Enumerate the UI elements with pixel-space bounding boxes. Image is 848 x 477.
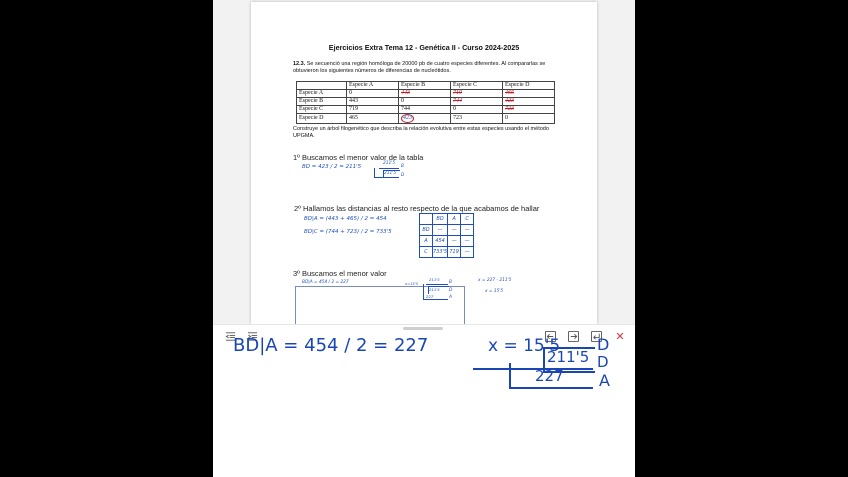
mini-cell: 733'5 — [433, 247, 448, 258]
zoom-left-fragment: BD|A = 454 / 2 = 227 — [233, 335, 429, 356]
zoom-branch-a — [511, 387, 593, 389]
mini-cell: — — [433, 225, 448, 236]
mini-cell: 454 — [433, 236, 448, 247]
mini-cell: — — [461, 236, 474, 247]
table-cell — [399, 114, 451, 124]
tree2-low-value: 227 — [426, 294, 434, 299]
struck-value: 744 — [453, 98, 462, 104]
table-row — [297, 106, 555, 114]
problem-text: Se secuenció una región homóloga de 20000 pb de cuatro especies diferentes. Al compararlas se obtuvieron los siguientes números de diferencias de nucleótidos. — [293, 61, 546, 74]
tree2-x-label: x=15'5 — [405, 282, 418, 286]
tree2-branch-b — [426, 284, 448, 285]
handwritten-eq-1: BD = 423 / 2 = 211'5 — [302, 164, 362, 170]
mini-cell: BD — [433, 214, 448, 225]
problem-statement — [293, 61, 558, 75]
table-header-row — [297, 82, 555, 90]
note-x-result: x = 15'5 — [485, 289, 504, 294]
row-label: Especie B — [297, 98, 347, 106]
struck-value: 719 — [453, 90, 462, 96]
table-cell: 465 — [347, 114, 399, 124]
table-row — [297, 98, 555, 106]
distance-table — [296, 81, 555, 124]
table-header-cell — [297, 82, 347, 90]
struck-value: 443 — [401, 90, 410, 96]
redo-arrow-icon[interactable] — [566, 330, 580, 342]
mini-cell: A — [448, 214, 461, 225]
tree1-mid-value: 211'5 — [384, 171, 397, 176]
zoom-root-node — [509, 363, 515, 389]
tree1-branch-d — [374, 177, 399, 178]
row-label: Especie A — [297, 90, 347, 98]
table-cell — [399, 90, 451, 98]
mini-header-row — [420, 214, 474, 225]
table-cell: 719 — [347, 106, 399, 114]
table-cell: 0 — [503, 114, 555, 124]
table-row — [297, 114, 555, 124]
zoom-mid-value: 211'5 — [547, 348, 590, 366]
row-label: Especie C — [297, 106, 347, 114]
document-title: Ejercicios Extra Tema 12 - Genética II - Curso 2024-2025 — [328, 43, 520, 52]
table-cell — [503, 98, 555, 106]
tree2-mid-value: 211'5 — [429, 287, 440, 292]
close-icon[interactable]: ✕ — [615, 330, 625, 343]
table-cell: 0 — [451, 106, 503, 114]
zoom-branch-line — [473, 368, 593, 370]
mini-cell: — — [448, 236, 461, 247]
zoom-writing-area[interactable] — [213, 335, 635, 477]
tree2-label-b: B — [449, 280, 452, 285]
step-3-heading: 3º Buscamos el menor valor — [293, 269, 387, 278]
app-screen — [213, 0, 635, 477]
mini-cell: C — [461, 214, 474, 225]
note-x-formula: x = 227 - 211'5 — [478, 278, 512, 283]
struck-value: 423 — [505, 98, 514, 104]
mini-row — [420, 236, 474, 247]
handwritten-eq-2a: BD|A = (443 + 465) / 2 = 454 — [304, 216, 387, 222]
tree1-label-b: B — [401, 164, 404, 169]
mini-cell: 719 — [448, 247, 461, 258]
tree1-top-value: 211'5 — [383, 161, 396, 166]
drag-handle[interactable] — [403, 327, 443, 330]
table-row — [297, 90, 555, 98]
mini-cell: — — [448, 225, 461, 236]
table-header-cell: Especie A — [347, 82, 399, 90]
step-1-heading: 1º Buscamos el menor valor de la tabla — [293, 153, 424, 162]
handwritten-eq-2b: BD|C = (744 + 723) / 2 = 733'5 — [304, 229, 392, 235]
tree2-label-a: A — [449, 295, 452, 300]
handwritten-eq-3: BD|A = 454 / 2 = 227 — [302, 280, 349, 285]
mini-cell: BD — [420, 225, 433, 236]
tree1-branch-b — [379, 168, 399, 169]
zoom-a-label: A — [599, 371, 610, 390]
tree2-top-value: 211'5 — [429, 277, 440, 282]
table-cell: 0 — [347, 90, 399, 98]
table-header-cell: Especie D — [503, 82, 555, 90]
tree2-label-d: D — [449, 288, 453, 293]
document-page — [251, 2, 597, 324]
zoom-d-top: D — [597, 335, 610, 354]
question-text: Construye un árbol filogenético que describa la relación evolutiva entre estas especies usando el método UPGMA. — [293, 126, 549, 139]
struck-value: 465 — [505, 90, 514, 96]
mini-cell — [420, 214, 433, 225]
table-cell — [451, 98, 503, 106]
struck-value: 723 — [505, 106, 514, 112]
mini-row — [420, 247, 474, 258]
mini-row — [420, 225, 474, 236]
row-label: Especie D — [297, 114, 347, 124]
circled-min-value: 423 — [403, 115, 412, 121]
table-header-cell: Especie B — [399, 82, 451, 90]
table-cell — [503, 90, 555, 98]
tree1-label-d: D — [401, 173, 405, 178]
mini-cell: — — [461, 247, 474, 258]
table-cell: 744 — [399, 106, 451, 114]
table-cell: 723 — [451, 114, 503, 124]
problem-number: 12.3. — [293, 61, 306, 67]
tree2-branch-a — [423, 299, 448, 300]
table-cell — [451, 90, 503, 98]
zoom-x-label: x = 15'5 — [488, 336, 561, 356]
mini-cell: C — [420, 247, 433, 258]
table-cell — [503, 106, 555, 114]
tree1-node — [374, 168, 380, 177]
zoom-d-label: D — [597, 353, 609, 371]
step-2-heading: 2º Hallamos las distancias al resto respecto de la que acabamos de hallar — [294, 204, 540, 213]
table-cell: 0 — [399, 98, 451, 106]
mini-cell: A — [420, 236, 433, 247]
zoom-low-value: 227 — [535, 367, 564, 385]
handwritten-distance-table — [419, 213, 474, 258]
table-cell: 443 — [347, 98, 399, 106]
mini-cell: — — [461, 225, 474, 236]
table-header-cell: Especie C — [451, 82, 503, 90]
